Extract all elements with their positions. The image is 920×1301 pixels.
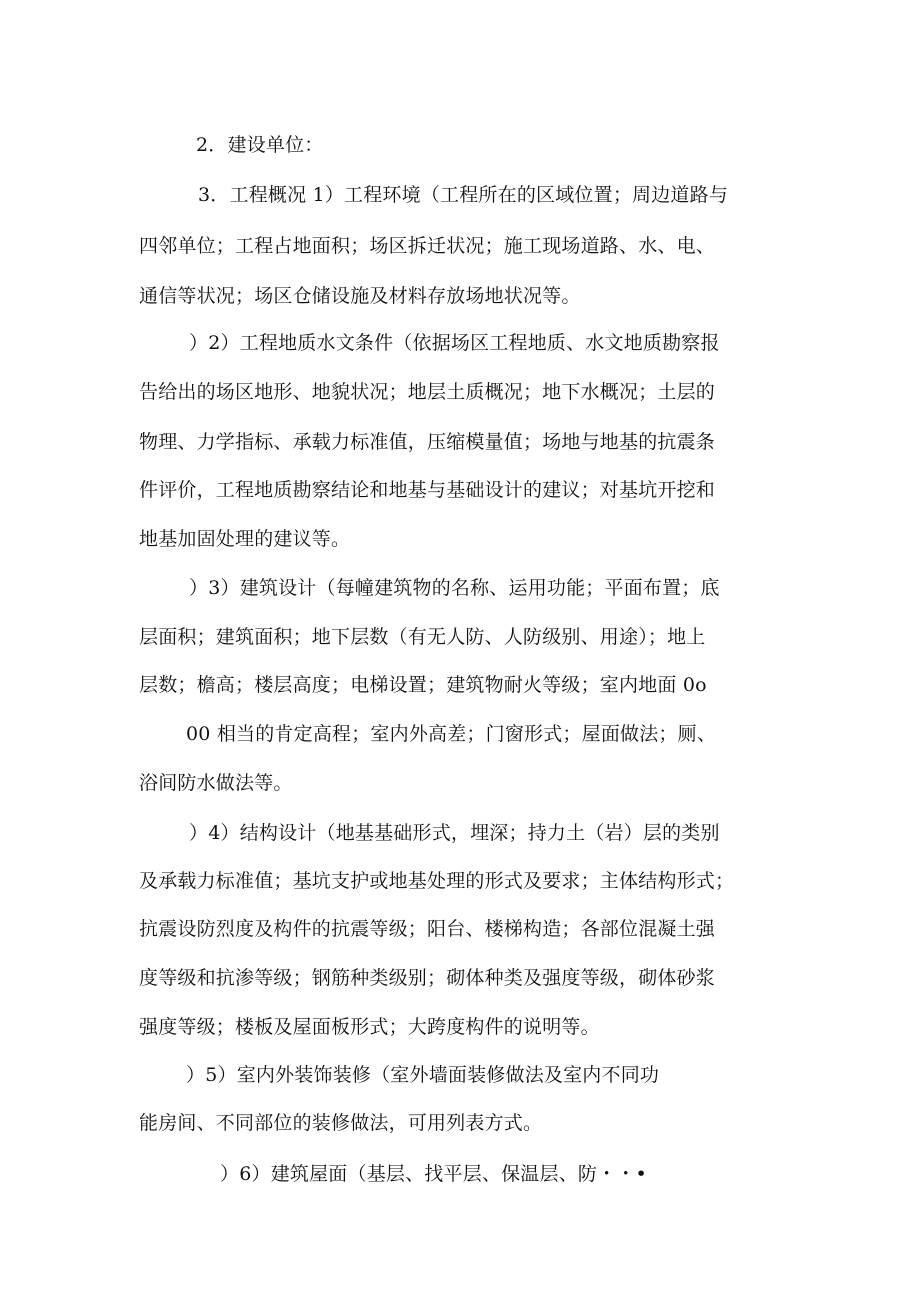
sub-2-line-1: ）2）工程地质水文条件（依据场区工程地质、水文地质勘察报 <box>189 332 720 354</box>
sub-6-line-1: ）6）建筑屋面（基层、找平层、保温层、防・・• <box>220 1163 647 1185</box>
sub-2-line-3: 物理、力学指标、承载力标准值，压缩模量值；场地与地基的抗震条 <box>139 431 716 453</box>
sub-4-line-4: 度等级和抗渗等级；钢筋种类级别；砌体种类及强度等级，砌体砂浆 <box>139 967 716 989</box>
sub-5-line-2: 能房间、不同部位的装修做法，可用列表方式。 <box>139 1112 543 1134</box>
item-3-line-1: 3．工程概况 1）工程环境（工程所在的区域位置；周边道路与 <box>198 184 729 206</box>
sub-2-line-5: 地基加固处理的建议等。 <box>139 528 351 550</box>
sub-3-line-2: 层面积；建筑面积；地下层数（有无人防、人防级别、用途）；地上 <box>139 626 706 648</box>
item-3-line-3: 通信等状况；场区仓储设施及材料存放场地状况等。 <box>139 285 581 307</box>
sub-4-line-3: 抗震设防烈度及构件的抗震等级；阳台、楼梯构造；各部位混凝土强 <box>139 918 716 940</box>
sub-3-line-3: 层数；檐高；楼层高度；电梯设置；建筑物耐火等级；室内地面 0o <box>139 674 707 696</box>
sub-2-line-4: 件评价，工程地质勘察结论和地基与基础设计的建议；对基坑开挖和 <box>139 479 716 501</box>
sub-3-line-5: 浴间防水做法等。 <box>139 772 293 794</box>
sub-3-line-4: 00 相当的肯定高程；室内外高差；门窗形式；屋面做法；厕、 <box>186 723 717 745</box>
sub-3-line-1: ）3）建筑设计（每幢建筑物的名称、运用功能；平面布置；底 <box>189 577 720 599</box>
sub-4-line-2: 及承载力标准值；基坑支护或地基处理的形式及要求；主体结构形式； <box>139 870 735 892</box>
sub-4-line-1: ）4）结构设计（地基基础形式，埋深；持力土（岩）层的类别 <box>189 822 720 844</box>
sub-4-line-5: 强度等级；楼板及屋面板形式；大跨度构件的说明等。 <box>139 1016 600 1038</box>
sub-2-line-2: 告给出的场区地形、地貌状况；地层土质概况；地下水概况；土层的 <box>139 381 716 403</box>
item-2-heading: 2．建设单位： <box>196 134 324 156</box>
sub-5-line-1: ）5）室内外装饰装修（室外墙面装修做法及室内不同功 <box>186 1064 660 1086</box>
item-3-line-2: 四邻单位；工程占地面积；场区拆迁状况；施工现场道路、水、电、 <box>139 235 716 257</box>
